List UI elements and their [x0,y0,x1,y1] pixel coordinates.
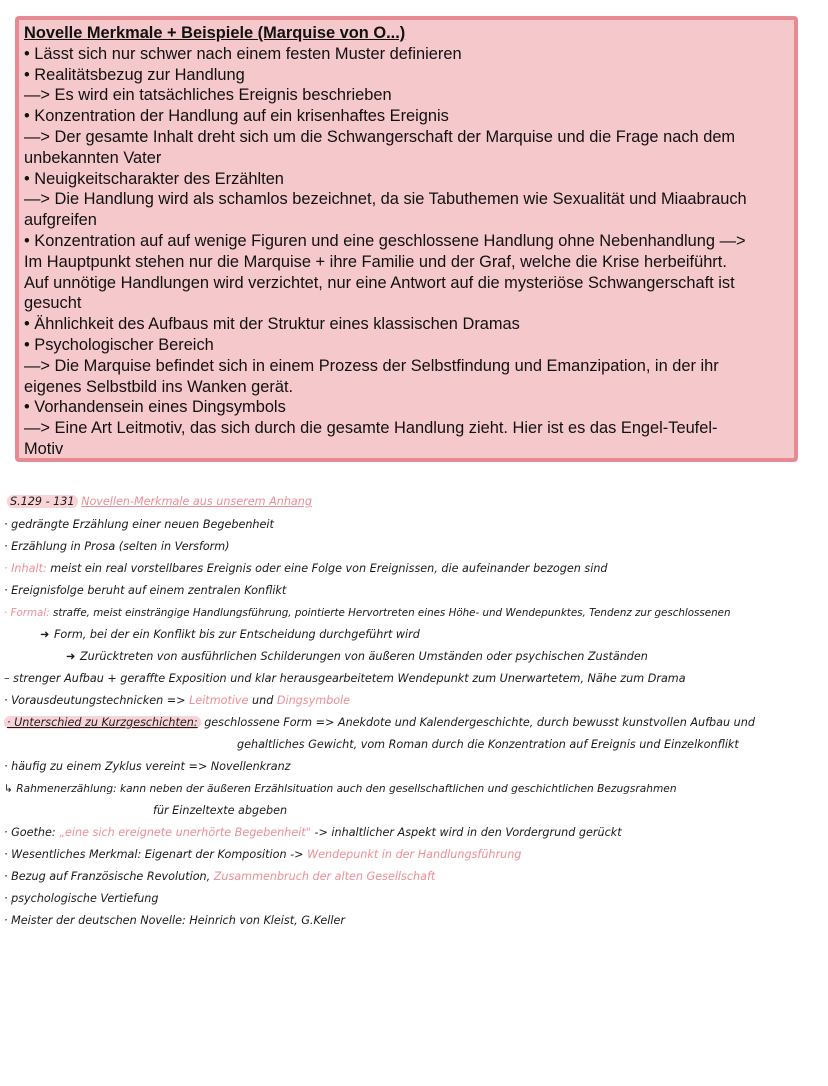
note-line-5 [4,606,731,620]
note-label-kurzgeschichten: · Unterschied zu Kurzgeschichten: [4,716,201,729]
note-line-1: · gedrängte Erzählung einer neuen Begebenheit [4,518,274,531]
summary-line: eigenes Selbstbild ins Wanken gerät. [24,377,294,396]
note-label-inhalt: · Inhalt: [4,562,47,575]
note-line-10: · Unterschied zu Kurzgeschichten: geschlossene Form => Anekdote und Kalendergeschichte, durch bewusst kunstvollen Aufbau und [4,716,755,730]
notes-heading: Novellen-Merkmale aus unserem Anhang [81,495,312,508]
summary-title: Novelle Merkmale + Beispiele (Marquise von O...) [24,24,406,42]
note-line-15: · Goethe: „eine sich ereignete unerhörte Begebenheit" -> inhaltlicher Aspekt wird in den Vordergrund gerückt [4,826,622,839]
summary-line: gesucht [24,294,82,313]
note-dingsymbole: Dingsymbole [273,694,351,707]
arrow-right-icon: ➜ [66,650,76,663]
summary-line: unbekannten Vater [24,148,162,167]
summary-box [15,16,798,462]
summary-line: —> Die Marquise befindet sich in einem Prozess der Selbstfindung und Emanzipation, in der ihr [24,356,719,375]
note-line-2: · Erzählung in Prosa (selten in Versform) [4,540,230,553]
note-line-8: – strenger Aufbau + geraffte Exposition und klar herausgearbeitetem Wendepunkt zum Unerwartetem, Nähe zum Drama [4,672,686,685]
note-leitmotive: Leitmotive [185,694,249,707]
summary-line: • Lässt sich nur schwer nach einem festen Muster definieren [24,44,462,63]
summary-line: Auf unnötige Handlungen wird verzichtet, nur eine Antwort auf die mysteriöse Schwangerschaft ist [24,273,735,292]
note-text-inhalt: meist ein real vorstellbares Ereignis oder eine Folge von Ereignissen, die aufeinander bezogen sind [46,562,608,575]
summary-line: • Ähnlichkeit des Aufbaus mit der Struktur eines klassischen Dramas [24,315,520,334]
note-goethe-quote: „eine sich ereignete unerhörte Begebenheit" [55,826,311,839]
arrow-right-icon: ➜ [40,628,50,641]
note-text-formal: straffe, meist einsträngige Handlungsführung, pointierte Hervortreten eines Höhe- und Wendepunktes, Tendenz zur geschlossenen [49,607,731,619]
summary-line: Motiv [24,439,64,458]
note-line-9: · Vorausdeutungstechnicken => Leitmotive und Dingsymbole [4,694,351,707]
summary-line: • Konzentration der Handlung auf ein krisenhaftes Ereignis [24,107,449,126]
summary-line: aufgreifen [24,211,97,230]
summary-line: —> Der gesamte Inhalt dreht sich um die Schwangerschaft der Marquise und die Frage nach dem [24,127,736,146]
note-line-17: · Bezug auf Französische Revolution, Zusammenbruch der alten Gesellschaft [4,870,436,883]
note-line-16: · Wesentliches Merkmal: Eigenart der Komposition -> Wendepunkt in der Handlungsführung [4,848,522,861]
notes-heading-row [7,495,312,509]
note-line-19: · Meister der deutschen Novelle: Heinrich von Kleist, G.Keller [4,914,345,927]
note-line-6: ➜ Form, bei der ein Konflikt bis zur Entscheidung durchgeführt wird [40,628,420,641]
note-line-14: für Einzeltexte abgeben [153,804,288,817]
note-line-3 [4,562,608,576]
note-line-7: ➜ Zurücktreten von ausführlichen Schilderungen von äußeren Umständen oder psychischen Zuständen [66,650,648,663]
summary-line: • Vorhandensein eines Dingsymbols [24,398,286,417]
summary-line: • Konzentration auf auf wenige Figuren und eine geschlossene Handlung ohne Nebenhandlung —> [24,231,746,250]
note-zusammenbruch: Zusammenbruch der alten Gesellschaft [210,870,436,883]
note-wendepunkt: Wendepunkt in der Handlungsführung [303,848,522,861]
summary-line: —> Es wird ein tatsächliches Ereignis beschrieben [24,86,392,105]
summary-line: • Psychologischer Bereich [24,335,214,354]
summary-line: Im Hauptpunkt stehen nur die Marquise + ihre Familie und der Graf, welche die Krise herbeiführt. [24,252,727,271]
note-line-11: gehaltliches Gewicht, vom Roman durch die Konzentration auf Ereignis und Einzelkonflikt [237,738,739,751]
page-reference: S.129 - 131 [7,495,78,508]
note-line-4: · Ereignisfolge beruht auf einem zentralen Konflikt [4,584,287,597]
note-line-18: · psychologische Vertiefung [4,892,159,905]
note-label-formal: · Formal: [4,607,50,619]
summary-line: —> Die Handlung wird als schamlos bezeichnet, da sie Tabuthemen wie Sexualität und Miaabrauch [24,190,747,209]
summary-line: • Neuigkeitscharakter des Erzählten [24,169,284,188]
summary-line: • Realitätsbezug zur Handlung [24,65,245,84]
note-line-12: · häufig zu einem Zyklus vereint => Novellenkranz [4,760,291,773]
summary-lines [24,44,794,460]
note-line-13: ↳ Rahmenerzählung: kann neben der äußeren Erzählsituation auch den gesellschaftlichen und geschichtlichen Bezugsrahmen [4,783,677,795]
summary-line: —> Eine Art Leitmotiv, das sich durch die gesamte Handlung zieht. Hier ist es das Engel-Teufel- [24,419,718,438]
